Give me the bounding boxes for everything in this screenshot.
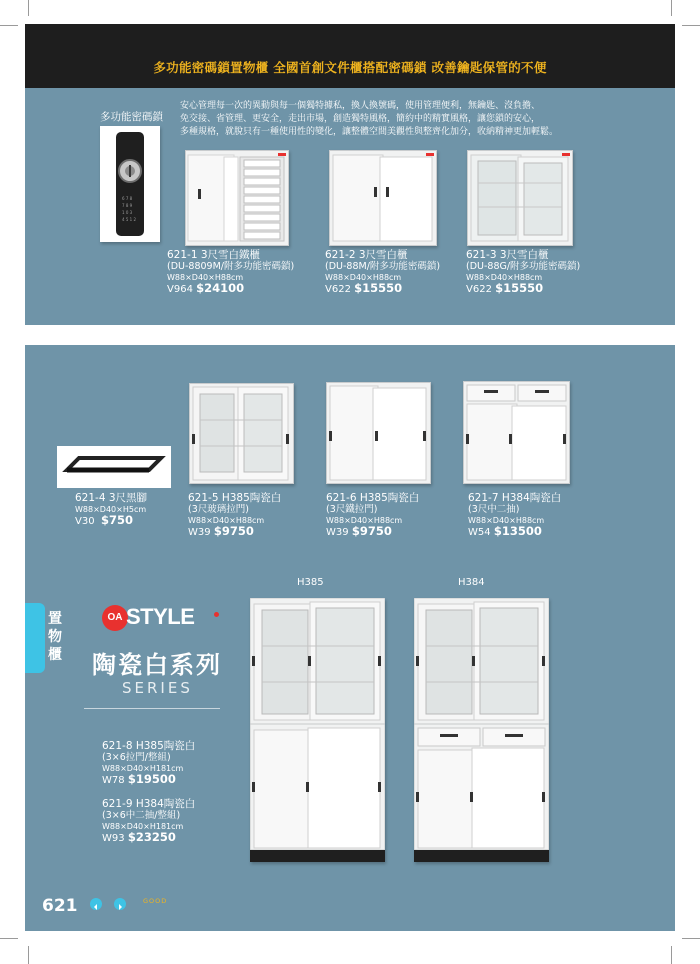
product-dimensions: W88×D40×H181cm bbox=[102, 822, 184, 831]
product-code: 621-3 3尺雪白櫃 bbox=[466, 249, 549, 261]
product-dimensions: W88×D40×H88cm bbox=[326, 516, 403, 525]
tall-label-h384: H384 bbox=[458, 577, 485, 588]
price-value: $24100 bbox=[196, 281, 245, 295]
product-code: 621-5 H385陶瓷白 bbox=[188, 492, 282, 504]
cabinet-621-1-image bbox=[185, 150, 289, 246]
product-dimensions: W88×D40×H5cm bbox=[75, 505, 147, 514]
product-621-4 bbox=[75, 493, 147, 527]
product-621-6 bbox=[326, 493, 419, 538]
price-code: V622 bbox=[466, 284, 492, 295]
svg-text:1 0 3: 1 0 3 bbox=[122, 210, 133, 215]
intro-line: 免交接、省管理、更安全，走出市場，創造獨特風格，簡約中的精實風格，讓您鎖的安心， bbox=[180, 114, 541, 124]
product-price bbox=[167, 283, 294, 295]
product-model: (3×6拉門/整組) bbox=[102, 752, 171, 763]
intro-line: 多種規格，就脫只有一種使用性的變化，讓整體空間美觀性與整齊化加分，收納精神更加輕鬆。 bbox=[180, 127, 559, 137]
svg-text:4 5 1 2: 4 5 1 2 bbox=[122, 217, 136, 222]
base-621-4-image bbox=[57, 446, 171, 488]
price-value: $9750 bbox=[351, 524, 392, 538]
product-dimensions: W88×D40×H88cm bbox=[466, 273, 543, 282]
product-621-3 bbox=[466, 250, 580, 295]
combination-lock-image bbox=[100, 126, 160, 242]
cabinet-621-3-image bbox=[467, 150, 573, 246]
top-header-bar bbox=[25, 24, 675, 88]
product-model: (3尺中二抽) bbox=[468, 504, 520, 515]
price-code: W39 bbox=[188, 527, 211, 538]
product-code: 621-7 H384陶瓷白 bbox=[468, 492, 562, 504]
price-code: W39 bbox=[326, 527, 349, 538]
price-value: $9750 bbox=[213, 524, 254, 538]
price-code: V964 bbox=[167, 284, 193, 295]
next-arrow-icon bbox=[114, 898, 126, 910]
series-title: 陶瓷白系列 bbox=[92, 651, 222, 679]
product-dimensions: W88×D40×H88cm bbox=[468, 516, 545, 525]
product-621-7 bbox=[468, 493, 561, 538]
product-621-8 bbox=[102, 741, 195, 786]
logo-oa-mark: OA bbox=[102, 605, 128, 631]
product-621-2 bbox=[325, 250, 440, 295]
product-model: (DU-88M/附多功能密碼鎖) bbox=[325, 261, 441, 272]
tall-cabinet-621-9-image bbox=[414, 598, 549, 862]
product-price bbox=[326, 526, 419, 538]
product-model: (3尺鐵拉門) bbox=[326, 504, 378, 515]
price-code: W54 bbox=[468, 527, 491, 538]
product-model: (DU-8809M/附多功能密碼鎖) bbox=[167, 261, 295, 272]
intro-text bbox=[180, 100, 620, 139]
product-dimensions: W88×D40×H88cm bbox=[167, 273, 244, 282]
price-value: $15550 bbox=[354, 281, 403, 295]
product-price bbox=[325, 283, 440, 295]
product-price bbox=[102, 774, 195, 786]
product-621-5 bbox=[188, 493, 281, 538]
svg-text:7 8 9: 7 8 9 bbox=[122, 203, 133, 208]
prev-arrow-icon bbox=[90, 898, 102, 910]
price-code: W93 bbox=[102, 833, 125, 844]
cabinet-621-6-image bbox=[326, 382, 431, 484]
product-model: (3尺玻璃拉門) bbox=[188, 504, 249, 515]
product-dimensions: W88×D40×H181cm bbox=[102, 764, 184, 773]
price-value: $23250 bbox=[127, 830, 176, 844]
divider bbox=[84, 708, 220, 709]
product-code: 621-4 3尺黑腳 bbox=[75, 492, 148, 504]
product-price bbox=[468, 526, 561, 538]
product-621-1 bbox=[167, 250, 294, 295]
page-number: 621 bbox=[42, 896, 78, 916]
oastyle-logo bbox=[102, 604, 222, 634]
cabinet-621-5-image bbox=[189, 383, 294, 484]
product-price bbox=[188, 526, 281, 538]
price-value: $13500 bbox=[493, 524, 542, 538]
product-621-9 bbox=[102, 799, 195, 844]
logo-style-text: STYLE bbox=[126, 604, 195, 629]
logo-dot-icon bbox=[214, 612, 219, 617]
price-value: $19500 bbox=[127, 772, 176, 786]
lock-label: 多功能密碼鎖 bbox=[100, 111, 163, 123]
product-code: 621-6 H385陶瓷白 bbox=[326, 492, 420, 504]
product-code: 621-2 3尺雪白櫃 bbox=[325, 249, 408, 261]
svg-text:6 7 8: 6 7 8 bbox=[122, 196, 133, 201]
product-code: 621-1 3尺雪白鐵櫃 bbox=[167, 249, 261, 261]
price-value: $750 bbox=[100, 513, 133, 527]
product-dimensions: W88×D40×H88cm bbox=[325, 273, 402, 282]
intro-line: 安心管理每一次的異動與每一個獨特據私，換人換號碼，使用管理便利，無鑰匙、沒負擔、 bbox=[180, 101, 541, 111]
price-code: V622 bbox=[325, 284, 351, 295]
tall-cabinet-621-8-image bbox=[250, 598, 385, 862]
cabinet-621-7-image bbox=[463, 381, 570, 484]
cabinet-621-2-image bbox=[329, 150, 437, 246]
category-tab-label: 置物櫃 bbox=[48, 611, 62, 663]
product-price bbox=[75, 515, 147, 527]
price-code: V30 bbox=[75, 516, 95, 527]
product-code: 621-8 H385陶瓷白 bbox=[102, 740, 196, 752]
product-price bbox=[102, 832, 195, 844]
tall-label-h385: H385 bbox=[297, 577, 324, 588]
header-title: 多功能密碼鎖置物櫃 全國首創文件櫃搭配密碼鎖 改善鑰匙保管的不便 bbox=[153, 60, 547, 75]
product-model: (DU-88G/附多功能密碼鎖) bbox=[466, 261, 581, 272]
product-dimensions: W88×D40×H88cm bbox=[188, 516, 265, 525]
product-code: 621-9 H384陶瓷白 bbox=[102, 798, 196, 810]
series-subtitle: SERIES bbox=[122, 679, 193, 697]
product-price bbox=[466, 283, 580, 295]
good-mark: GOOD bbox=[143, 897, 168, 905]
category-side-tab bbox=[25, 603, 45, 673]
price-code: W78 bbox=[102, 775, 125, 786]
price-value: $15550 bbox=[495, 281, 544, 295]
product-model: (3×6中二抽/整組) bbox=[102, 810, 181, 821]
